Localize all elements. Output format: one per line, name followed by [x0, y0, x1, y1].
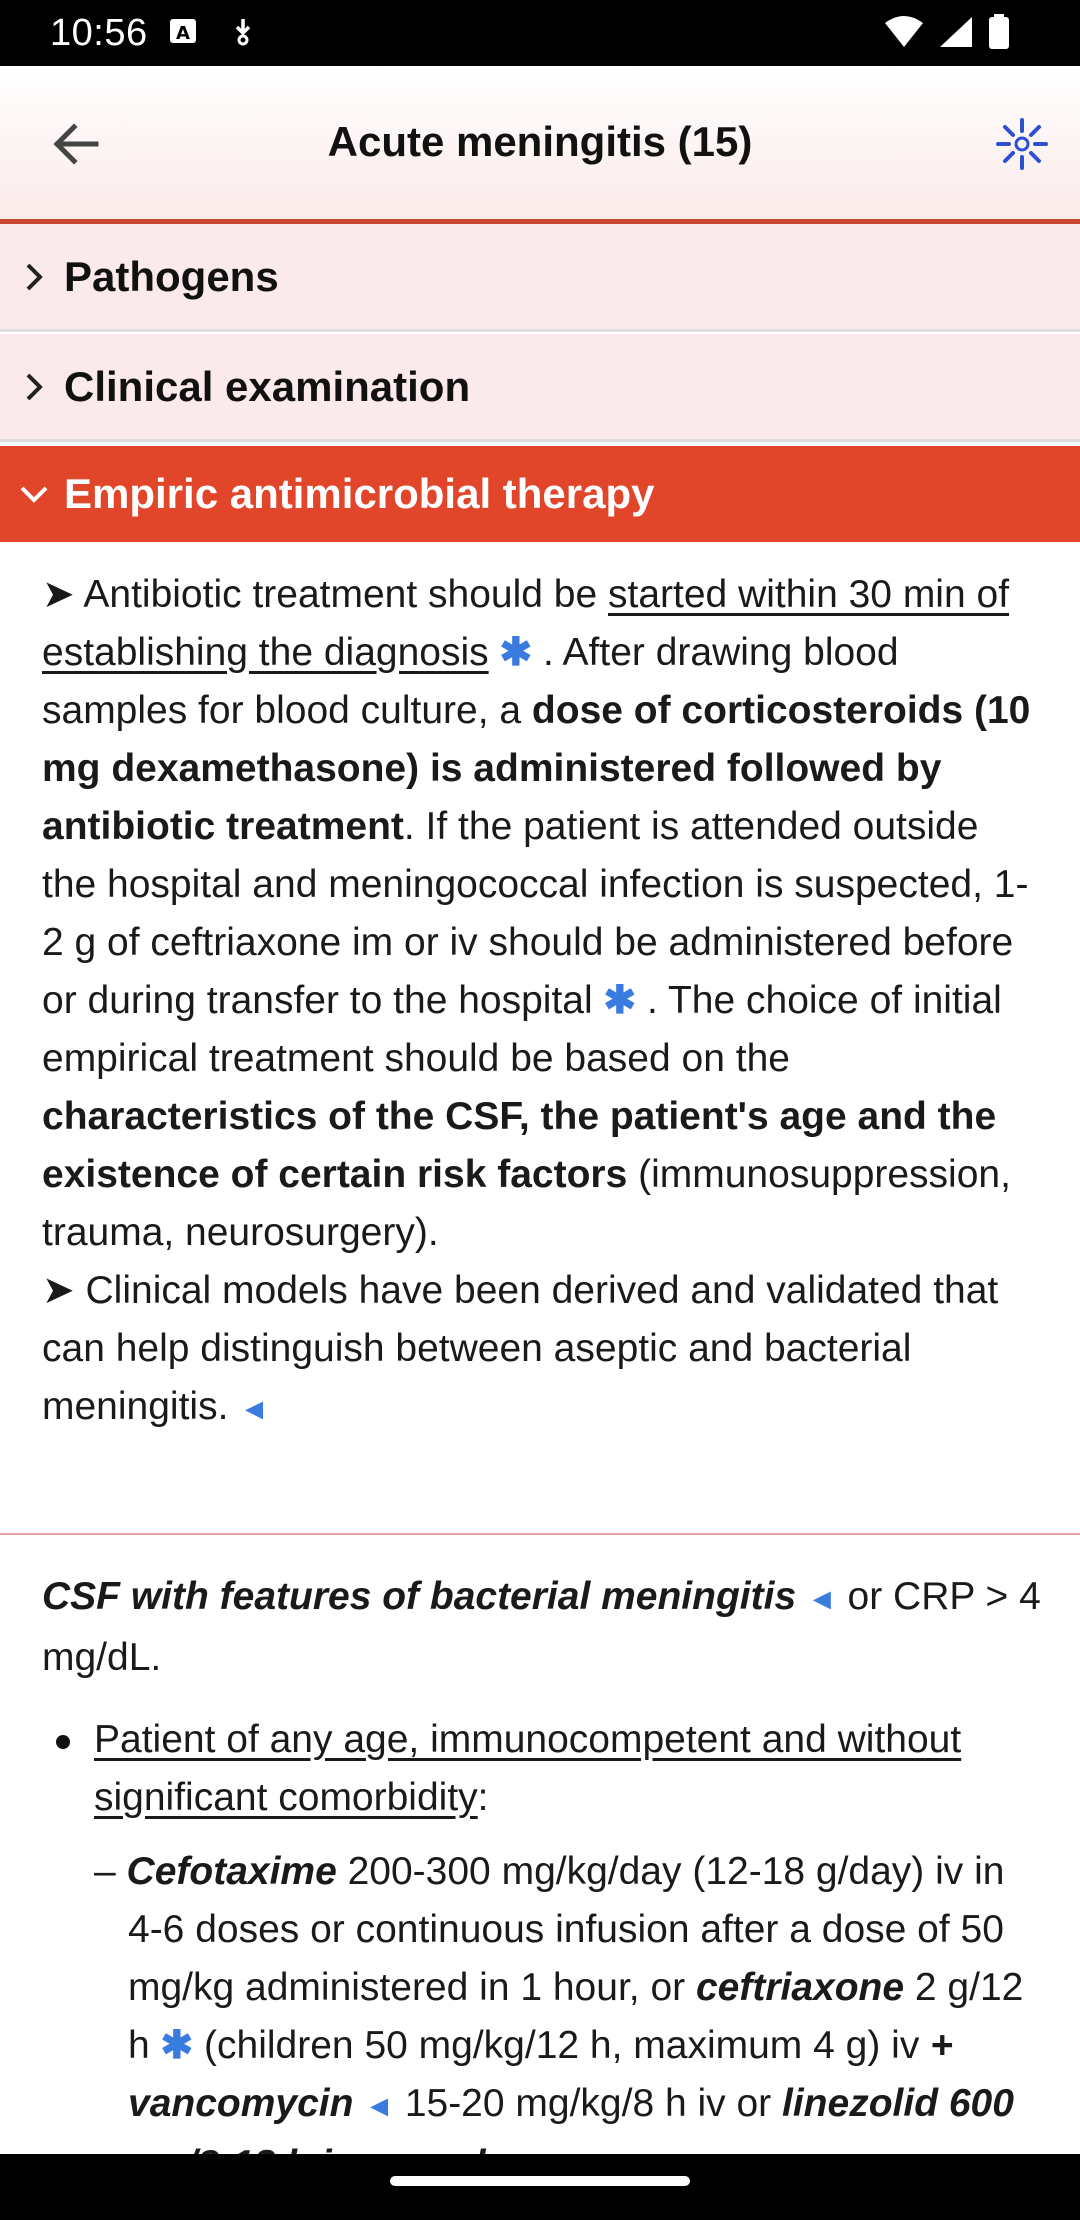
list-item: [42, 1711, 1042, 1827]
reference-star-icon[interactable]: ✱: [160, 2024, 194, 2067]
signal-icon: [938, 15, 974, 49]
asterisk-settings-icon[interactable]: [994, 116, 1050, 172]
text-run: ➤ Clinical models have been derived and validated that can help distinguish between aseptic and bacterial meningitis.: [42, 1269, 999, 1428]
paragraph-1: [42, 566, 1042, 1262]
drug-name: ceftriaxone: [695, 1966, 905, 2009]
bullet-dot: [56, 1735, 70, 1749]
wifi-icon: [884, 15, 924, 49]
section-label: Pathogens: [64, 252, 279, 300]
bold-text: characteristics of the CSF, the patient's age and the existence of certain risk factors: [42, 1095, 997, 1196]
battery-icon: [988, 14, 1010, 50]
paragraph-2: [42, 1262, 1042, 1439]
drug-name: + vancomycin: [128, 2024, 953, 2125]
bold-text: dose of corticosteroids (10 mg dexamethasone) is administered followed by antibiotic treatment: [42, 689, 1031, 848]
app-bar: [0, 66, 1080, 224]
dash: –: [94, 1850, 116, 1893]
text-run: . If the patient is attended outside the hospital and meningococcal infection is suspected, 1-2 g of ceftriaxone im or iv should be administered before or during transfer to the hospital: [42, 805, 1029, 1022]
chevron-down-icon: [17, 482, 51, 506]
drug-name: Cefotaxime: [126, 1850, 337, 1893]
section-label: Clinical examination: [64, 362, 471, 410]
reference-triangle-icon[interactable]: ◄: [806, 1583, 837, 1616]
page-title: Acute meningitis (15): [327, 118, 753, 165]
status-time: 10:56: [50, 12, 148, 54]
keyboard-notification-icon: [168, 16, 198, 46]
diagnosis-link[interactable]: started within 30 min of establishing the diagnosis: [42, 573, 1010, 674]
system-navigation-bar: [0, 2154, 1080, 2220]
section-empiric-antimicrobial-therapy[interactable]: [0, 446, 1080, 542]
therapy-text: [42, 566, 1042, 1439]
text-run: 2 g/12 h: [128, 1966, 1024, 2067]
drug-name-partial: linezolid 600: [782, 2082, 1014, 2125]
text-run: (children 50 mg/kg/12 h, maximum 4 g) iv: [193, 2024, 931, 2067]
chevron-right-icon: [22, 260, 46, 294]
text-run: :: [477, 1776, 489, 1819]
svg-text:A: A: [176, 23, 190, 44]
reference-star-icon[interactable]: ✱: [603, 979, 637, 1022]
text-run: 15-20 mg/kg/8 h iv or: [393, 2082, 772, 2125]
text-run: ➤ Antibiotic treatment should be: [42, 573, 608, 616]
reference-triangle-icon[interactable]: ◄: [239, 1393, 269, 1426]
text-run: . After drawing blood samples for blood culture, a: [42, 631, 899, 732]
reference-star-icon[interactable]: ✱: [499, 631, 533, 674]
text-run: (immunosuppression, trauma, neurosurgery).: [42, 1153, 1011, 1254]
status-bar: [0, 0, 1080, 66]
reference-triangle-icon[interactable]: ◄: [364, 2090, 394, 2123]
home-gesture-handle[interactable]: [390, 2176, 690, 2186]
chevron-right-icon: [22, 370, 46, 404]
download-notification-icon: [228, 16, 258, 46]
csf-heading: CSF with features of bacterial meningitis: [42, 1575, 797, 1618]
section-label: Empiric antimicrobial therapy: [64, 470, 655, 517]
text-run: or CRP > 4 mg/dL.: [42, 1575, 1041, 1679]
drug-regimen: [94, 1843, 1044, 2194]
section-clinical-examination[interactable]: [0, 334, 1080, 442]
text-run: 200-300 mg/kg/day (12-18 g/day) iv in 4-6 doses or continuous infusion after a dose of 50 mg/kg administered in 1 hour, or: [128, 1850, 1005, 2009]
text-run: . The choice of initial empirical treatment should be based on the: [42, 979, 1002, 1080]
patient-group-link[interactable]: Patient of any age, immunocompetent and without significant comorbidity: [94, 1718, 962, 1819]
divider: [0, 1533, 1080, 1535]
section-pathogens[interactable]: [0, 224, 1080, 332]
csf-criteria: [42, 1568, 1042, 1687]
